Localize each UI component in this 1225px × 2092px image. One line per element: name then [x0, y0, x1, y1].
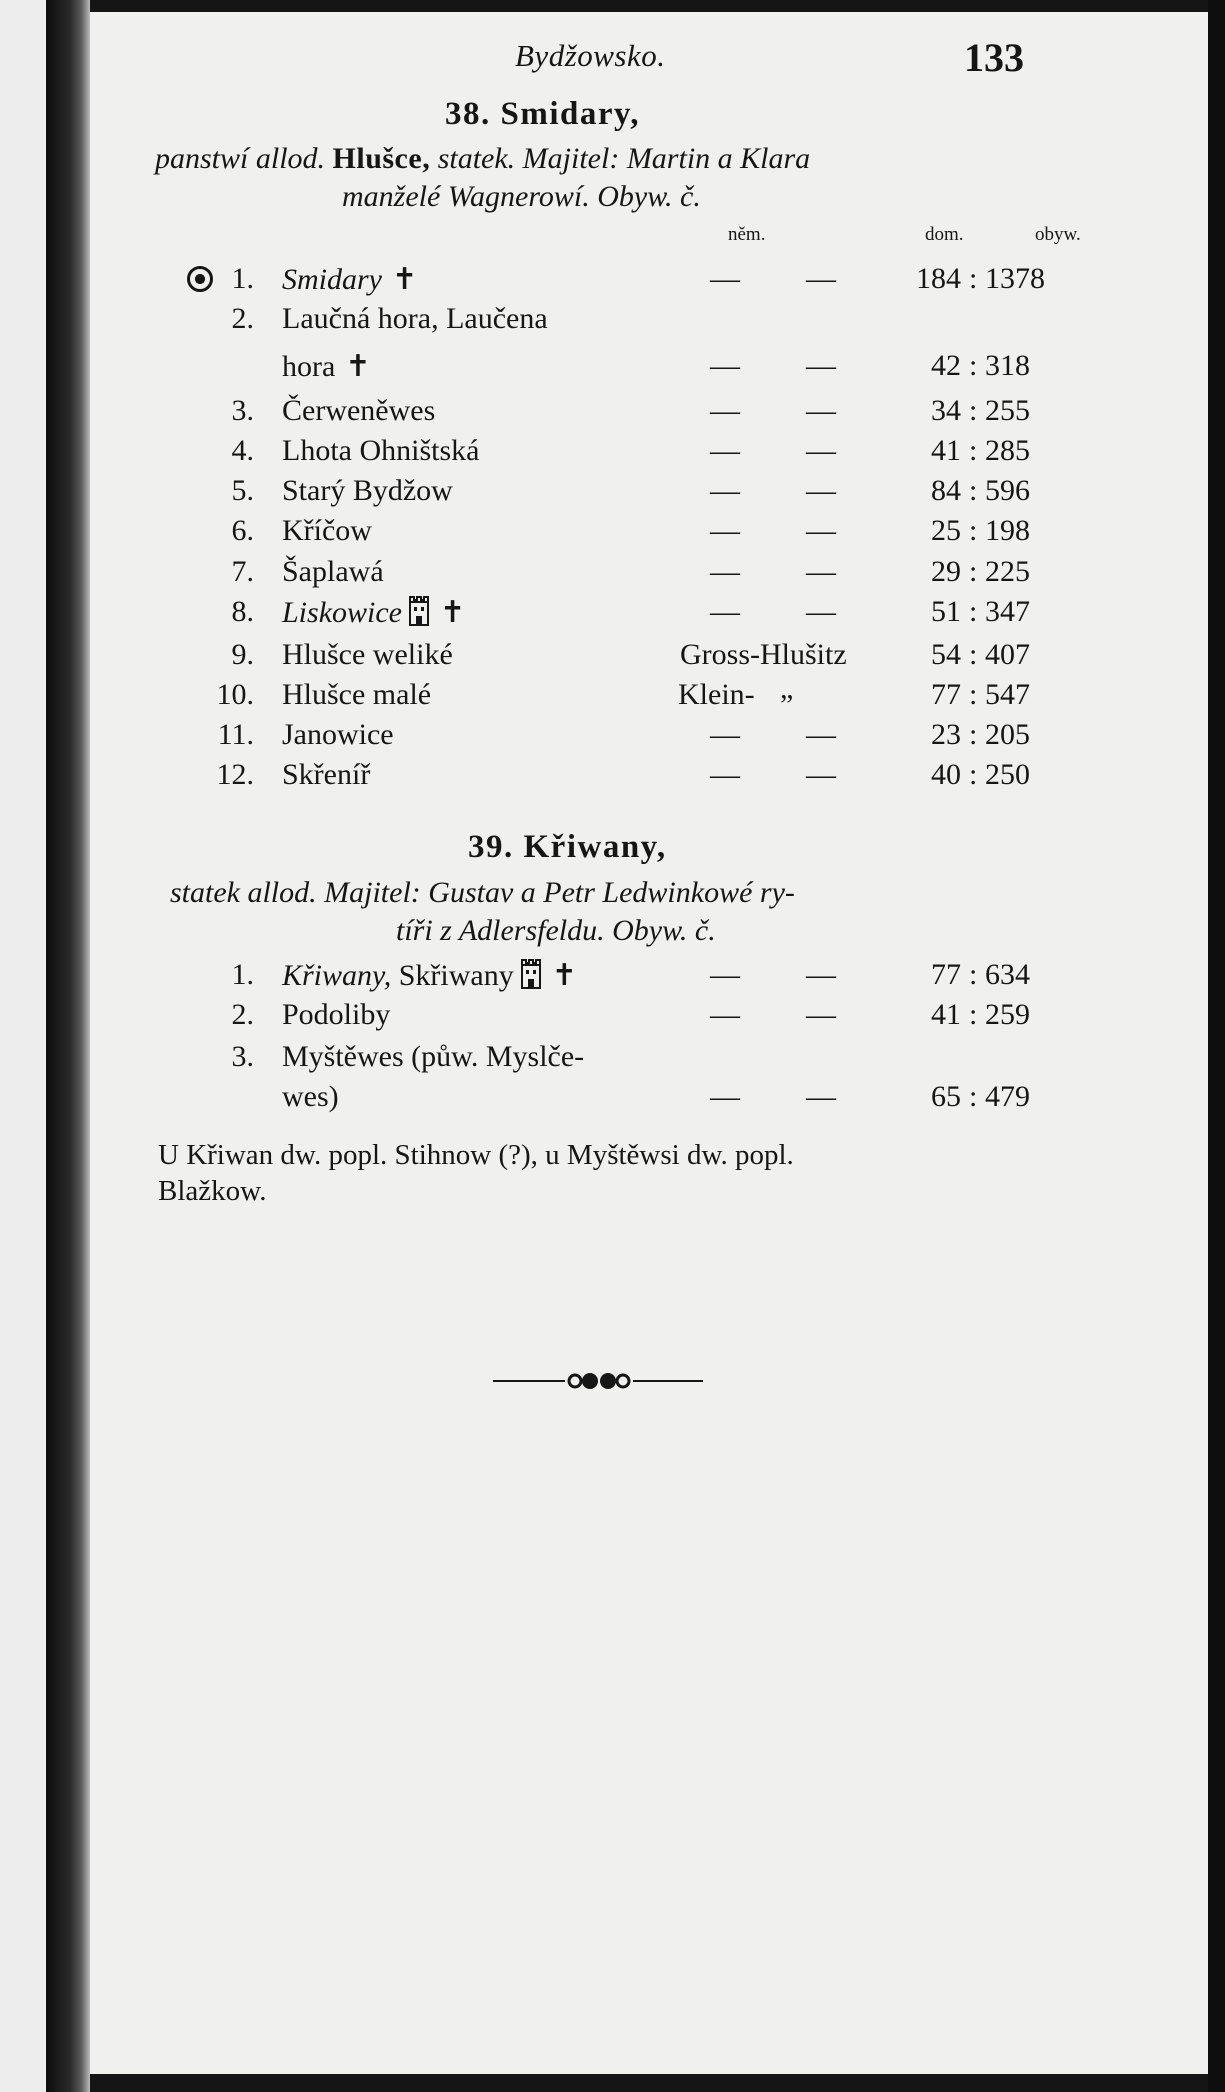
house-count: 42 — [931, 349, 961, 382]
table-row — [90, 998, 1208, 1038]
german-name: Klein- — [678, 678, 755, 711]
row-number: 2. — [231, 998, 254, 1031]
house-count: 25 — [931, 514, 961, 547]
house-count: 41 — [931, 434, 961, 467]
empty-german-column: — — [710, 555, 740, 588]
separator: : — [969, 678, 978, 711]
separator: : — [969, 434, 978, 467]
empty-german-column: — — [806, 349, 836, 382]
separator: : — [969, 958, 978, 991]
place-name: Křiwany, Skřiwany ✝ — [282, 959, 577, 992]
empty-german-column: — — [806, 958, 836, 991]
empty-german-column: — — [806, 758, 836, 791]
german-name: Gross-Hlušitz — [680, 638, 847, 671]
house-count: 40 — [931, 758, 961, 791]
empty-german-column: — — [710, 998, 740, 1031]
table-row — [90, 672, 1208, 718]
inhabitant-count: 255 — [985, 394, 1030, 427]
table-row — [90, 514, 1208, 554]
table-row — [90, 1040, 1208, 1080]
table-row — [90, 638, 1208, 678]
place-name: Myštěwes (půw. Myslče- — [282, 1040, 585, 1073]
table-row — [90, 958, 1208, 998]
intro-estate-name: Hlušce, — [332, 142, 431, 175]
place-name: hora ✝ — [282, 350, 371, 383]
castle-icon — [520, 959, 542, 989]
separator: : — [969, 998, 978, 1031]
inhabitant-count: 205 — [985, 718, 1030, 751]
inhabitant-count: 596 — [985, 474, 1030, 507]
house-count: 23 — [931, 718, 961, 751]
book-page — [90, 12, 1208, 2074]
inhabitant-count: 259 — [985, 998, 1030, 1031]
row-number: 1. — [231, 262, 254, 295]
house-count: 77 — [931, 958, 961, 991]
inhabitant-count: 407 — [985, 638, 1030, 671]
empty-german-column: — — [806, 394, 836, 427]
empty-german-column: — — [710, 595, 740, 628]
place-name: Čerweněwes — [282, 394, 436, 427]
empty-german-column: — — [806, 555, 836, 588]
column-header-dom: dom. — [925, 224, 964, 245]
house-count: 51 — [931, 595, 961, 628]
separator: : — [969, 718, 978, 751]
parish-cross-icon: ✝ — [392, 263, 418, 296]
house-count: 41 — [931, 998, 961, 1031]
house-count: 29 — [931, 555, 961, 588]
intro-text: statek. Majitel: Martin a Klara — [437, 142, 811, 175]
place-name: Kříčow — [282, 514, 372, 547]
place-name: Lhota Ohništská — [282, 434, 480, 467]
table-row — [90, 758, 1208, 798]
empty-german-column: — — [806, 474, 836, 507]
inhabitant-count: 1378 — [985, 262, 1045, 295]
row-number: 8. — [231, 595, 254, 628]
empty-german-column: — — [806, 595, 836, 628]
parish-cross-icon: ✝ — [551, 959, 577, 992]
inhabitant-count: 347 — [985, 595, 1030, 628]
row-number: 7. — [231, 555, 254, 588]
house-count: 77 — [931, 678, 961, 711]
inhabitant-count: 479 — [985, 1080, 1030, 1113]
empty-german-column: — — [806, 998, 836, 1031]
table-row — [90, 474, 1208, 514]
table-row — [90, 555, 1208, 595]
table-row — [90, 718, 1208, 758]
empty-german-column: — — [710, 262, 740, 295]
inhabitant-count: 318 — [985, 349, 1030, 382]
ornament-divider-icon — [493, 1365, 703, 1397]
empty-german-column: — — [710, 718, 740, 751]
table-row — [90, 262, 1208, 302]
page-edge-shadow — [1208, 0, 1225, 2092]
book-gutter — [46, 0, 90, 2092]
place-name: Skřeníř — [282, 758, 371, 791]
separator: : — [969, 1080, 978, 1113]
empty-german-column: — — [710, 958, 740, 991]
row-number: 3. — [231, 1040, 254, 1073]
place-name: Hlušce weliké — [282, 638, 453, 671]
intro-text: panstwí allod. — [155, 142, 326, 175]
section-39-title: 39. Křiwany, — [468, 829, 667, 865]
place-name: Smidary ✝ — [282, 263, 418, 296]
row-number: 3. — [231, 394, 254, 427]
row-number: 4. — [231, 434, 254, 467]
empty-german-column: — — [806, 1080, 836, 1113]
inhabitant-count: 225 — [985, 555, 1030, 588]
table-row — [90, 595, 1208, 635]
running-head: Bydžowsko. — [515, 38, 666, 73]
place-name: Podoliby — [282, 998, 391, 1031]
empty-german-column: — — [710, 349, 740, 382]
separator: : — [969, 514, 978, 547]
place-name: Šaplawá — [282, 555, 384, 588]
empty-german-column: — — [710, 1080, 740, 1113]
inhabitant-count: 634 — [985, 958, 1030, 991]
empty-german-column: — — [710, 514, 740, 547]
section-38-title: 38. Smidary, — [445, 96, 640, 132]
row-number: 12. — [216, 758, 254, 791]
ditto-mark: „ — [780, 672, 794, 705]
separator: : — [969, 394, 978, 427]
row-number: 9. — [231, 638, 254, 671]
table-row — [90, 1080, 1208, 1120]
page-number: 133 — [964, 35, 1024, 80]
section-38-intro-line1 — [155, 142, 810, 176]
empty-german-column: — — [710, 758, 740, 791]
separator: : — [969, 262, 978, 295]
note-line2: Blažkow. — [158, 1175, 267, 1207]
separator: : — [969, 638, 978, 671]
section-39-intro-line1: statek allod. Majitel: Gustav a Petr Ledwinkowé ry- — [170, 876, 795, 909]
place-name: Starý Bydžow — [282, 474, 453, 507]
place-name: wes) — [282, 1080, 339, 1113]
separator: : — [969, 555, 978, 588]
house-count: 184 — [916, 262, 961, 295]
row-number: 10. — [216, 678, 254, 711]
row-number: 2. — [231, 302, 254, 335]
empty-german-column: — — [710, 434, 740, 467]
place-name: Liskowice ✝ — [282, 596, 466, 629]
house-count: 54 — [931, 638, 961, 671]
row-number: 11. — [217, 718, 254, 751]
parish-cross-icon: ✝ — [440, 596, 466, 629]
empty-german-column: — — [806, 718, 836, 751]
row-number: 1. — [231, 958, 254, 991]
inhabitant-count: 198 — [985, 514, 1030, 547]
separator: : — [969, 474, 978, 507]
house-count: 84 — [931, 474, 961, 507]
house-count: 34 — [931, 394, 961, 427]
section-38-intro-line2: manželé Wagnerowí. Obyw. č. — [342, 180, 701, 213]
row-number: 5. — [231, 474, 254, 507]
table-row — [90, 394, 1208, 434]
adjacent-page-edge — [0, 0, 46, 2092]
place-name: Hlušce malé — [282, 678, 432, 711]
section-39-intro-line2: tíři z Adlersfeldu. Obyw. č. — [396, 914, 716, 947]
note-line1: U Křiwan dw. popl. Stihnow (?), u Myštěwsi dw. popl. — [158, 1139, 794, 1171]
castle-icon — [408, 596, 430, 626]
place-name: Janowice — [282, 718, 394, 751]
column-header-nem: něm. — [728, 224, 766, 245]
inhabitant-count: 250 — [985, 758, 1030, 791]
inhabitant-count: 285 — [985, 434, 1030, 467]
empty-german-column: — — [710, 474, 740, 507]
empty-german-column: — — [806, 514, 836, 547]
place-name: Laučná hora, Laučena — [282, 302, 548, 335]
inhabitant-count: 547 — [985, 678, 1030, 711]
house-count: 65 — [931, 1080, 961, 1113]
empty-german-column: — — [806, 262, 836, 295]
table-row — [90, 302, 1208, 342]
table-row — [90, 349, 1208, 389]
empty-german-column: — — [710, 394, 740, 427]
empty-german-column: — — [806, 434, 836, 467]
separator: : — [969, 595, 978, 628]
separator: : — [969, 758, 978, 791]
table-row — [90, 434, 1208, 474]
column-header-obyw: obyw. — [1035, 224, 1081, 245]
row-number: 6. — [231, 514, 254, 547]
separator: : — [969, 349, 978, 382]
parish-cross-icon: ✝ — [345, 350, 371, 383]
